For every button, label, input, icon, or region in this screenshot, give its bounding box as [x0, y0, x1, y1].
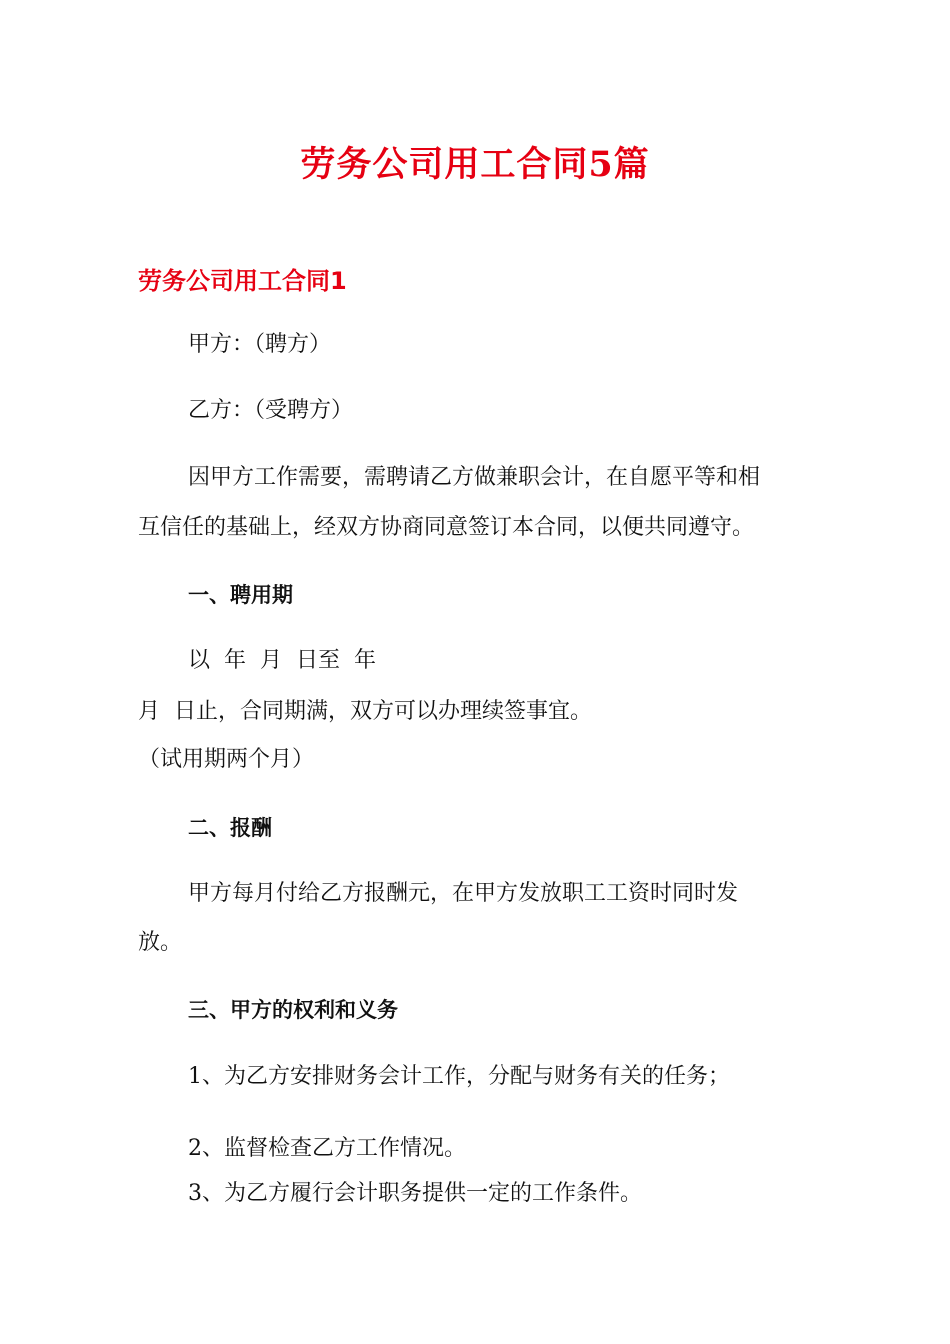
party-a-line: 甲方：（聘方）	[188, 332, 332, 357]
party-b-line: 乙方：（受聘方）	[188, 398, 354, 423]
list-item-3: 3、为乙方履行会计职务提供一定的工作条件。	[188, 1181, 642, 1206]
document-title: 劳务公司用工合同5篇	[300, 144, 650, 185]
term-line-1: 以 年 月 日至 年	[188, 648, 376, 673]
pay-paragraph-line-2: 放。	[138, 930, 183, 955]
section-title: 劳务公司用工合同1	[138, 267, 347, 295]
term-line-2: 月 日止，合同期满，双方可以办理续签事宜。	[138, 699, 592, 724]
pay-paragraph-line-1: 甲方每月付给乙方报酬元，在甲方发放职工工资时同时发	[188, 881, 739, 906]
heading-remuneration: 二、报酬	[188, 816, 272, 840]
heading-party-a-rights: 三、甲方的权利和义务	[188, 998, 398, 1022]
list-item-1: 1、为乙方安排财务会计工作，分配与财务有关的任务；	[188, 1064, 730, 1089]
intro-paragraph-line-1: 因甲方工作需要，需聘请乙方做兼职会计，在自愿平等和相	[188, 465, 761, 490]
heading-employment-term: 一、聘用期	[188, 583, 293, 607]
intro-paragraph-line-2: 互信任的基础上，经双方协商同意签订本合同，以便共同遵守。	[138, 515, 755, 540]
term-line-3: （试用期两个月）	[138, 747, 315, 772]
list-item-2: 2、监督检查乙方工作情况。	[188, 1136, 466, 1161]
